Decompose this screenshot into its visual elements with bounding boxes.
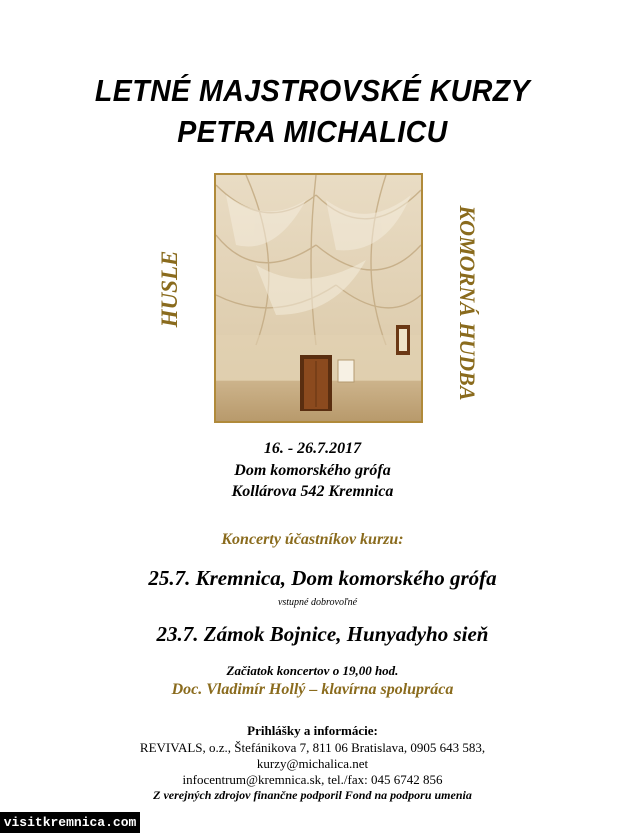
concert-kremnica: 25.7. Kremnica, Dom komorského grófa [148, 566, 497, 590]
concerts-heading: Koncerty účastníkov kurzu: [221, 531, 404, 548]
contact-address: REVIVALS, o.z., Štefánikova 7, 811 06 Bratislava, 0905 643 583, [139, 740, 486, 755]
event-venue: Dom komorského grófa [234, 462, 391, 479]
concert-kremnica-note: vstupné dobrovoľné [277, 597, 358, 608]
event-address: Kollárova 542 Kremnica [231, 483, 394, 500]
vaulted-hall-photo [214, 173, 423, 423]
concert-bojnice: 23.7. Zámok Bojnice, Hunyadyho sieň [156, 622, 489, 646]
title-line-1: LETNÉ MAJSTROVSKÉ KURZY [94, 73, 531, 108]
vaulted-hall-illustration [216, 175, 421, 421]
funding-note: Z verejných zdrojov finančne podporil Fond na podporu umenia [153, 788, 472, 802]
side-label-chamber-music: KOMORNÁ HUDBA [455, 205, 480, 401]
watermark-tag: visitkremnica.com [0, 812, 140, 833]
pianist-credit: Doc. Vladimír Hollý – klavírna spolupráca [171, 681, 454, 698]
contact-email-infocenter: infocentrum@kremnica.sk, tel./fax: 045 6742 856 [182, 772, 443, 787]
concert-start-time: Začiatok koncertov o 19,00 hod. [226, 663, 399, 678]
title-line-2: PETRA MICHALICU [177, 114, 448, 149]
contact-email-courses: kurzy@michalica.net [256, 756, 369, 771]
event-dates: 16. - 26.7.2017 [263, 440, 362, 457]
side-label-violin: HUSLE [157, 250, 182, 328]
contact-heading: Prihlášky a informácie: [247, 723, 378, 738]
